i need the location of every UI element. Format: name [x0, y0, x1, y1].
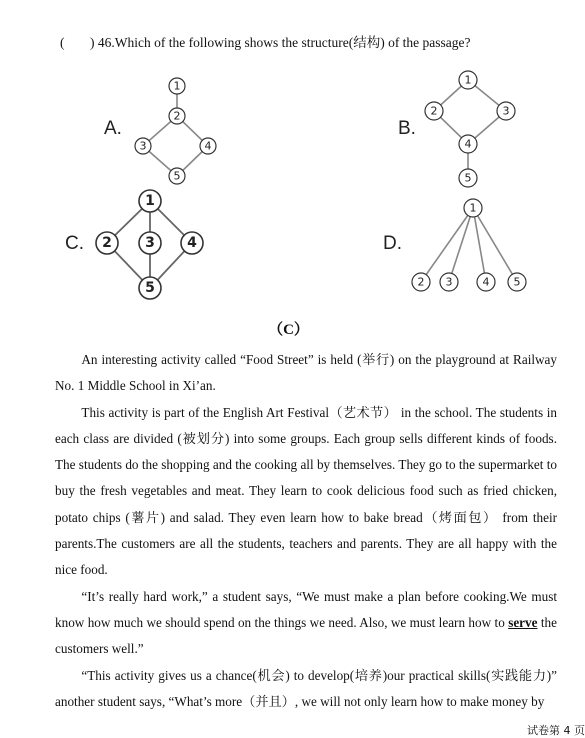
paragraph-2: This activity is part of the English Art Festival（艺术节） in the school. The students in each class are divided (被划分) into some groups. Each group sells different kinds of foods. The students do the shopping and the cooking all by themselves. They go to the supermarket to buy the fresh vegetables and meat. They learn to cook delicious food such as fried chicken, potato chips (薯片) and salad. They even learn how to bake bread（烤面包） from their parents.The customers are all the students, teachers and parents. They are all happy with the nice food.	[55, 404, 557, 578]
answer-blank-close: )	[90, 35, 95, 50]
option-a-diagram	[130, 72, 225, 187]
paragraph-4: “This activity gives us a chance(机会) to develop(培养)our practical skills(实践能力)” another student says, “What’s more（并且）, we will not only learn how to make money by	[55, 667, 557, 709]
node-4	[200, 138, 216, 154]
reading-passage	[55, 347, 557, 715]
node-4	[477, 273, 495, 291]
node-2	[169, 108, 185, 124]
svg-text:5: 5	[513, 275, 521, 289]
node-1	[169, 78, 185, 94]
paragraph-3	[55, 584, 557, 663]
svg-text:2: 2	[430, 104, 438, 118]
svg-text:3: 3	[502, 104, 510, 118]
node-2	[412, 273, 430, 291]
svg-text:3: 3	[145, 235, 155, 251]
svg-text:5: 5	[464, 171, 472, 185]
option-b-diagram	[420, 68, 525, 190]
svg-text:2: 2	[173, 109, 181, 123]
svg-text:2: 2	[417, 275, 425, 289]
node-1	[459, 71, 477, 89]
svg-text:3: 3	[139, 139, 147, 153]
section-title: （C）	[268, 322, 309, 338]
question-46	[60, 31, 471, 51]
page-footer: 试卷第 4 页	[527, 724, 585, 737]
svg-text:4: 4	[464, 137, 472, 151]
paragraph-3-text-end: the customers well.”	[55, 614, 557, 657]
option-b-label: B.	[398, 118, 416, 139]
svg-text:1: 1	[469, 201, 477, 215]
answer-blank-open: (	[60, 35, 65, 50]
node-4	[459, 135, 477, 153]
option-d-label: D.	[383, 233, 402, 254]
svg-text:4: 4	[187, 235, 197, 251]
node-3	[135, 138, 151, 154]
svg-text:4: 4	[482, 275, 490, 289]
svg-text:5: 5	[173, 169, 181, 183]
node-5	[139, 277, 161, 299]
node-5	[508, 273, 526, 291]
svg-text:3: 3	[445, 275, 453, 289]
node-4	[181, 232, 203, 254]
svg-text:1: 1	[173, 79, 181, 93]
svg-text:1: 1	[464, 73, 472, 87]
option-c-diagram	[95, 190, 207, 302]
question-text: 46.Which of the following shows the structure(结构) of the passage?	[97, 35, 471, 50]
node-5	[169, 168, 185, 184]
paragraph-3-text-start: “It’s really hard work,” a student says, “We must make a plan before cooking.We must know how much we should spend on the things we need. Also, we must learn how to	[55, 588, 557, 630]
node-2	[425, 102, 443, 120]
option-a-label: A.	[104, 118, 122, 139]
svg-text:2: 2	[102, 235, 112, 251]
node-3	[139, 232, 161, 254]
node-5	[459, 169, 477, 187]
node-1	[139, 190, 161, 212]
option-d-diagram	[410, 196, 535, 294]
paragraph-1: An interesting activity called “Food Street” is held (举行) on the playground at Railway No. 1 Middle School in Xi’an.	[55, 352, 557, 394]
node-3	[497, 102, 515, 120]
svg-text:1: 1	[145, 193, 155, 209]
node-3	[440, 273, 458, 291]
option-c-label: C.	[65, 233, 84, 254]
node-2	[96, 232, 118, 254]
svg-text:5: 5	[145, 280, 155, 296]
node-1	[464, 199, 482, 217]
keyword-serve: serve	[508, 614, 538, 630]
svg-text:4: 4	[204, 139, 212, 153]
